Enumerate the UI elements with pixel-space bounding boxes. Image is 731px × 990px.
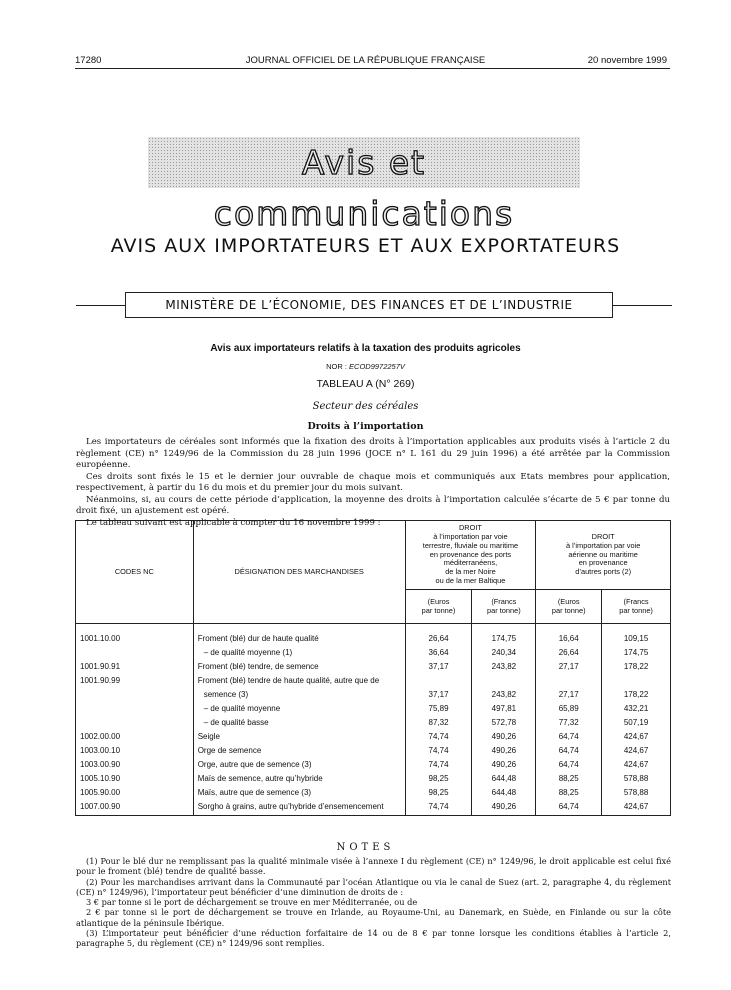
designation: Orge de semence: [193, 745, 405, 759]
designation: Froment (blé) tendre de haute qualité, autre que de: [193, 675, 405, 689]
value-euros-2: 16,64: [536, 633, 602, 647]
value-euros-2: 77,32: [536, 717, 602, 731]
value-francs-1: 243,82: [472, 689, 536, 703]
paragraph: Les importateurs de céréales sont informés que la fixation des droits à l’importation applicables aux produits visés à l’article 2 du règlement (CE) n° 1249/96 de la Commission du 28 juin 1996 (JOCE n° L 161 du 29 juin 1996) a été arrêtée par la Commission européenne.: [76, 437, 670, 470]
nc-code: 1005.10.90: [76, 773, 194, 787]
issue-date: 20 novembre 1999: [587, 55, 667, 66]
value-francs-2: 424,67: [602, 759, 671, 773]
value-euros-2: 27,17: [536, 661, 602, 675]
value-euros-2: 64,74: [536, 759, 602, 773]
value-francs-2: 578,88: [602, 773, 671, 787]
value-euros-1: 37,17: [405, 661, 472, 675]
table-row: [76, 689, 671, 703]
table-row: [76, 633, 671, 647]
designation: Orge, autre que de semence (3): [193, 759, 405, 773]
table-row: [76, 801, 671, 816]
value-francs-2: 109,15: [602, 633, 671, 647]
ministry-name: MINISTÈRE DE L’ÉCONOMIE, DES FINANCES ET DE L’INDUSTRIE: [165, 298, 573, 312]
nc-code: [76, 717, 194, 731]
nor-label: NOR :: [326, 362, 347, 371]
designation: Froment (blé) dur de haute qualité: [193, 633, 405, 647]
table-row: [76, 675, 671, 689]
designation: – de qualité moyenne: [193, 703, 405, 717]
tableau-title: TABLEAU A (N° 269): [316, 378, 415, 390]
nc-code: 1007.00.90: [76, 801, 194, 816]
value-francs-2: 578,88: [602, 787, 671, 801]
value-francs-1: 174,75: [472, 633, 536, 647]
header-codes: CODES NC: [76, 521, 194, 624]
table-row: [76, 759, 671, 773]
value-francs-1: 490,26: [472, 759, 536, 773]
value-euros-1: 37,17: [405, 689, 472, 703]
nc-code: 1002.00.00: [76, 731, 194, 745]
nor-code: ECOD9972257V: [349, 362, 405, 371]
designation: – de qualité basse: [193, 717, 405, 731]
paragraph: Ces droits sont fixés le 15 et le dernier jour ouvrable de chaque mois et communiqués aux Etats membres pour application, respectivement, à partir du 16 du mois et du premier jour du mois suivant.: [76, 471, 670, 493]
header-droit-aerienne: DROIT à l’importation par voie aérienne ou maritime en provenance d’autres ports (2): [536, 521, 671, 590]
journal-title: JOURNAL OFFICIEL DE LA RÉPUBLIQUE FRANÇAISE: [245, 55, 486, 66]
value-euros-1: 74,74: [405, 731, 472, 745]
table-row: [76, 661, 671, 675]
value-francs-2: 424,67: [602, 731, 671, 745]
banner: [148, 137, 580, 233]
ministry-box: [125, 292, 613, 318]
value-euros-1: 26,64: [405, 633, 472, 647]
value-euros-1: 74,74: [405, 745, 472, 759]
nc-code: 1003.00.10: [76, 745, 194, 759]
value-francs-2: 424,67: [602, 801, 671, 816]
note: 2 € par tonne si le port de déchargement se trouve en Irlande, au Royaume-Uni, au Danemark, en Suède, en Finlande ou sur la côte atlantique de la péninsule Ibérique.: [76, 907, 671, 928]
value-euros-1: 74,74: [405, 801, 472, 816]
note: (1) Pour le blé dur ne remplissant pas la qualité minimale visée à l’annexe I du règlement (CE) n° 1249/96, le droit applicable est celui fixé pour le froment (blé) tendre de qualité basse.: [76, 856, 671, 877]
section-title: AVIS AUX IMPORTATEURS ET AUX EXPORTATEURS: [110, 235, 621, 257]
header-francs: (Francs par tonne): [602, 590, 671, 624]
table-row: [76, 647, 671, 661]
value-francs-2: 178,22: [602, 689, 671, 703]
header-euros: (Euros par tonne): [405, 590, 472, 624]
designation: Maïs de semence, autre qu’hybride: [193, 773, 405, 787]
value-francs-1: 490,26: [472, 801, 536, 816]
value-francs-2: 178,22: [602, 661, 671, 675]
value-francs-1: 572,78: [472, 717, 536, 731]
table-row: [76, 773, 671, 787]
paragraph: Néanmoins, si, au cours de cette période d’application, la moyenne des droits à l’importation calculée s’écarte de 5 € par tonne du droit fixé, un ajustement est opéré.: [76, 494, 670, 516]
notice-title: Avis aux importateurs relatifs à la taxation des produits agricoles: [210, 343, 521, 354]
value-euros-1: 98,25: [405, 773, 472, 787]
value-euros-1: 75,89: [405, 703, 472, 717]
value-francs-1: 490,26: [472, 731, 536, 745]
duties-table: [75, 517, 671, 816]
header-rule: [75, 68, 670, 69]
value-francs-1: 497,81: [472, 703, 536, 717]
designation: semence (3): [193, 689, 405, 703]
value-francs-1: [472, 675, 536, 689]
nor-reference: [0, 362, 731, 371]
value-francs-1: 490,26: [472, 745, 536, 759]
notes: [76, 856, 671, 949]
designation: Seigle: [193, 731, 405, 745]
nc-code: 1001.90.99: [76, 675, 194, 689]
value-euros-2: 64,74: [536, 801, 602, 816]
header-francs: (Francs par tonne): [472, 590, 536, 624]
table-row: [76, 787, 671, 801]
designation: Maïs, autre que de semence (3): [193, 787, 405, 801]
value-euros-1: 36,64: [405, 647, 472, 661]
value-euros-2: 88,25: [536, 773, 602, 787]
table-row: [76, 731, 671, 745]
droits-title: Droits à l’importation: [307, 421, 424, 432]
nc-code: 1003.00.90: [76, 759, 194, 773]
designation: Sorgho à grains, autre qu’hybride d’ensemencement: [193, 801, 405, 816]
page-number: 17280: [75, 55, 102, 66]
value-francs-1: 644,48: [472, 773, 536, 787]
note: (2) Pour les marchandises arrivant dans la Communauté par l’océan Atlantique ou via le canal de Suez (art. 2, paragraphe 4, du règlement (CE) n° 1249/96), l’importateur peut bénéficier d’une diminution de droits de :: [76, 876, 671, 897]
notes-title: NOTES: [336, 842, 395, 853]
nc-code: [76, 703, 194, 717]
value-euros-2: 64,74: [536, 731, 602, 745]
nc-code: 1001.90.91: [76, 661, 194, 675]
value-francs-2: 424,67: [602, 745, 671, 759]
value-francs-1: 243,82: [472, 661, 536, 675]
nc-code: 1001.10.00: [76, 633, 194, 647]
value-euros-2: 26,64: [536, 647, 602, 661]
note: 3 € par tonne si le port de déchargement se trouve en mer Méditerranée, ou de: [86, 897, 418, 908]
value-euros-1: 98,25: [405, 787, 472, 801]
value-francs-2: 174,75: [602, 647, 671, 661]
value-francs-2: 507,19: [602, 717, 671, 731]
value-euros-2: 88,25: [536, 787, 602, 801]
note: (3) L’importateur peut bénéficier d’une réduction forfaitaire de 14 ou de 8 € par tonne lorsque les conditions établies à l’article 2, paragraphe 5, du règlement (CE) n° 1249/96 sont remplies.: [76, 928, 671, 949]
value-euros-2: 27,17: [536, 689, 602, 703]
header-designation: DÉSIGNATION DES MARCHANDISES: [193, 521, 405, 624]
value-euros-2: 65,89: [536, 703, 602, 717]
designation: – de qualité moyenne (1): [193, 647, 405, 661]
intro-paragraphs: [76, 437, 670, 529]
value-euros-1: [405, 675, 472, 689]
value-francs-1: 240,34: [472, 647, 536, 661]
value-euros-1: 87,32: [405, 717, 472, 731]
value-francs-1: 644,48: [472, 787, 536, 801]
nc-code: 1005.90.00: [76, 787, 194, 801]
table-row: [76, 745, 671, 759]
table-row: [76, 703, 671, 717]
value-francs-2: [602, 675, 671, 689]
nc-code: [76, 647, 194, 661]
banner-title: Avis et communications: [213, 143, 515, 233]
value-euros-2: [536, 675, 602, 689]
designation: Froment (blé) tendre, de semence: [193, 661, 405, 675]
secteur-title: Secteur des céréales: [312, 401, 419, 412]
header-droit-terrestre: DROIT à l’importation par voie terrestre, fluviale ou maritime en provenance des ports méditerranéens, de la mer Noire ou de la mer Baltique: [405, 521, 536, 590]
value-euros-1: 74,74: [405, 759, 472, 773]
paragraph: Le tableau suivant est applicable à compter du 16 novembre 1999 :: [86, 517, 381, 528]
value-francs-2: 432,21: [602, 703, 671, 717]
header-euros: (Euros par tonne): [536, 590, 602, 624]
value-euros-2: 64,74: [536, 745, 602, 759]
nc-code: [76, 689, 194, 703]
table-row: [76, 717, 671, 731]
